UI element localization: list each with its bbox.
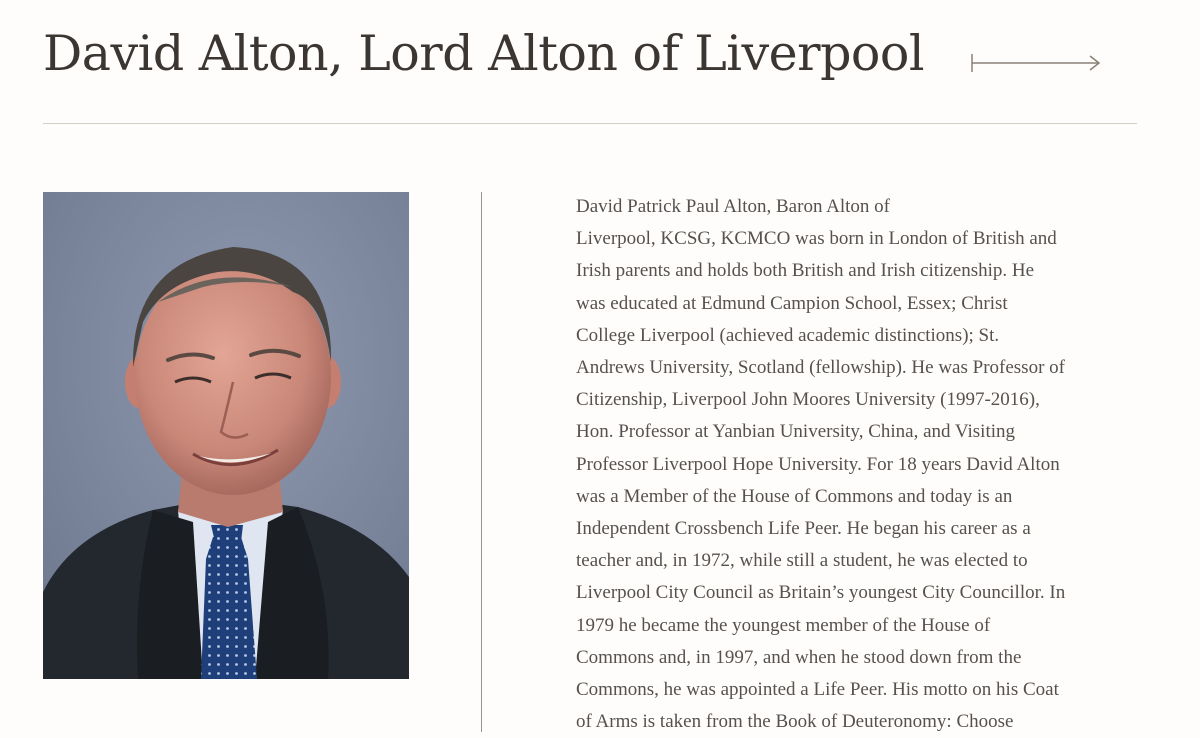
- bio-line: Professor Liverpool Hope University. For 18 years David Alton: [576, 453, 1060, 475]
- bio-line: was a Member of the House of Commons and today is an: [576, 485, 1013, 507]
- bio-line: Hon. Professor at Yanbian University, China, and Visiting: [576, 421, 1016, 443]
- bio-text: [576, 191, 1136, 738]
- title-divider: [43, 123, 1137, 124]
- bio-line: Citizenship, Liverpool John Moores University (1997-2016),: [576, 389, 1040, 411]
- bio-line: Irish parents and holds both British and Irish citizenship. He: [576, 260, 1035, 282]
- bio-line: Commons, he was appointed a Life Peer. His motto on his Coat: [576, 679, 1059, 701]
- bio-line: was educated at Edmund Campion School, Essex; Christ: [576, 292, 1008, 314]
- bio-line: Independent Crossbench Life Peer. He began his career as a: [576, 518, 1031, 540]
- bio-line: 1979 he became the youngest member of the House of: [576, 614, 991, 636]
- bio-line: Commons and, in 1997, and when he stood down from the: [576, 646, 1022, 668]
- bio-line: of Arms is taken from the Book of Deuteronomy: Choose: [576, 711, 1014, 733]
- portrait-photo: [43, 192, 409, 679]
- bio-line: College Liverpool (achieved academic distinctions); St.: [576, 324, 1000, 346]
- bio-line: Liverpool City Council as Britain’s youngest City Councillor. In: [576, 582, 1066, 604]
- bio-line: Andrews University, Scotland (fellowship). He was Professor of: [576, 357, 1065, 379]
- bio-line: Liverpool, KCSG, KCMCO was born in London of British and: [576, 228, 1057, 250]
- arrow-icon: [970, 50, 1102, 74]
- page-title: David Alton, Lord Alton of Liverpool: [43, 25, 925, 82]
- bio-line: teacher and, in 1972, while still a student, he was elected to: [576, 550, 1028, 572]
- column-divider: [481, 192, 482, 732]
- bio-line: David Patrick Paul Alton, Baron Alton of: [576, 196, 891, 217]
